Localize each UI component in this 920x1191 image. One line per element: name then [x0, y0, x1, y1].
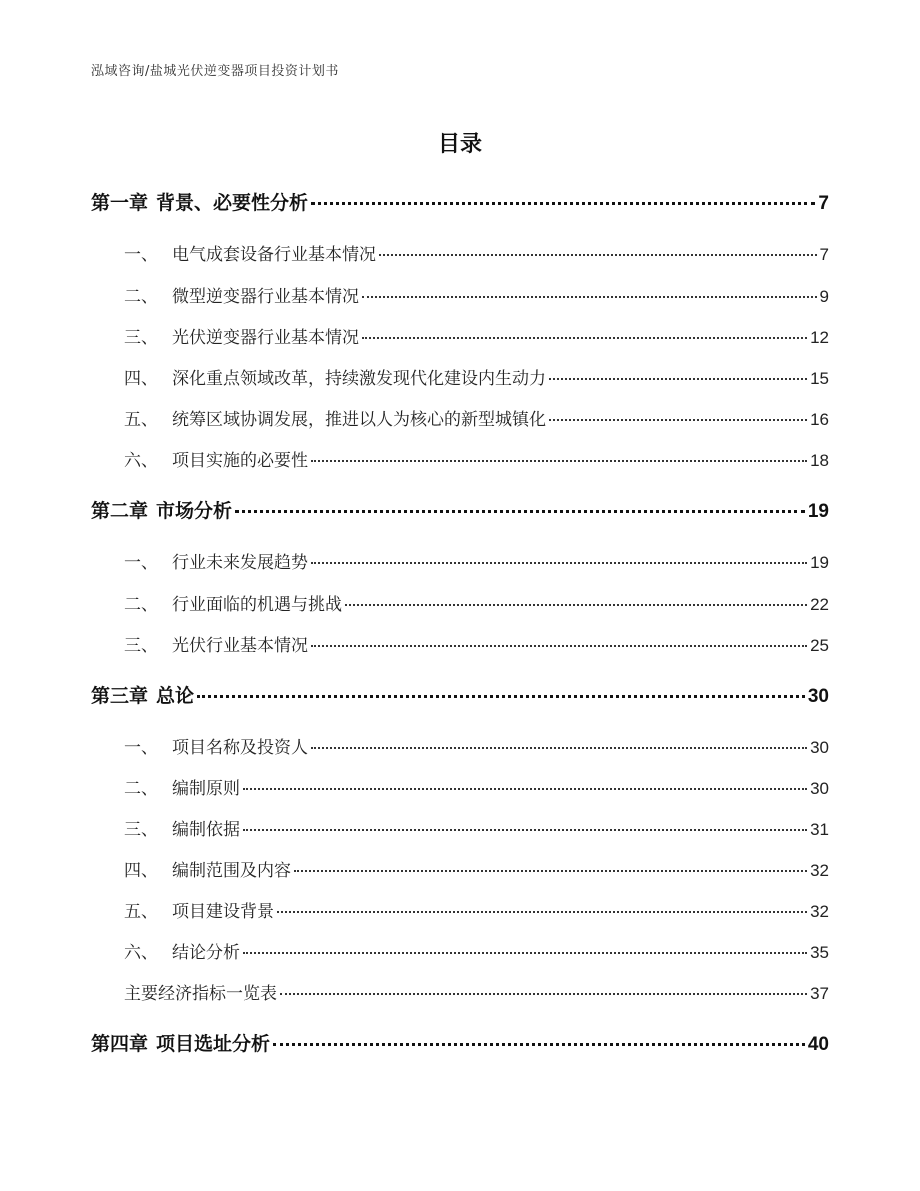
toc-entry-text: 光伏行业基本情况 [172, 636, 308, 656]
toc-section-3-3[interactable] [91, 815, 829, 840]
toc-entry-number: 一、 [124, 738, 158, 758]
toc-entry-page: 25 [810, 636, 829, 655]
toc-entry-page: 9 [819, 287, 829, 306]
toc-section-1-3[interactable] [91, 323, 829, 348]
toc-chapter-4[interactable] [91, 1029, 829, 1056]
toc-section-2-1[interactable] [91, 548, 829, 573]
dot-leader [362, 296, 817, 298]
toc-entry-number: 六、 [124, 451, 158, 471]
toc-entry-text: 编制原则 [172, 779, 240, 799]
dot-leader [280, 993, 807, 995]
dot-leader [311, 645, 807, 647]
toc-entry-text: 行业未来发展趋势 [172, 553, 308, 573]
toc-entry-text: 项目建设背景 [172, 902, 274, 922]
toc-entry-number: 五、 [124, 410, 158, 430]
dot-leader [235, 510, 805, 513]
toc-entry-page: 35 [810, 943, 829, 962]
running-header: 泓域咨询/盐城光伏逆变器项目投资计划书 [91, 64, 339, 79]
toc-entry-text: 背景、必要性分析 [156, 192, 309, 214]
dot-leader [243, 829, 807, 831]
toc-section-3-1[interactable] [91, 733, 829, 758]
toc-entry-text: 编制范围及内容 [172, 861, 291, 881]
toc-entry-number: 第三章 [91, 685, 149, 707]
toc-entry-number: 二、 [124, 595, 158, 615]
toc-entry-number: 三、 [124, 636, 158, 656]
toc-entry-page: 7 [819, 245, 829, 264]
toc-entry-page: 12 [810, 328, 829, 347]
dot-leader [362, 337, 807, 339]
toc-entry-text: 统筹区域协调发展，推进以人为核心的新型城镇化 [172, 410, 546, 430]
dot-leader [197, 695, 805, 698]
toc-section-1-6[interactable] [91, 446, 829, 471]
toc-entry-text: 深化重点领域改革，持续激发现代化建设内生动力 [172, 369, 546, 389]
dot-leader [273, 1043, 805, 1046]
dot-leader [311, 202, 815, 205]
toc-entry-page: 30 [810, 738, 829, 757]
toc-section-1-1[interactable] [91, 240, 829, 265]
dot-leader [311, 460, 807, 462]
toc-entry-text: 项目名称及投资人 [172, 738, 308, 758]
dot-leader [243, 788, 807, 790]
toc-entry-page: 37 [810, 984, 829, 1003]
toc-section-3-4[interactable] [91, 856, 829, 881]
toc-entry-text: 结论分析 [172, 943, 240, 963]
toc-title: 目录 [437, 132, 482, 157]
toc-entry-page: 30 [810, 779, 829, 798]
toc-chapter-1[interactable] [91, 188, 829, 215]
toc-section-2-2[interactable] [91, 590, 829, 615]
toc-entry-number: 一、 [124, 553, 158, 573]
toc-entry-page: 7 [818, 193, 829, 214]
toc-entry-text: 主要经济指标一览表 [124, 984, 277, 1004]
toc-entry-page: 31 [810, 820, 829, 839]
dot-leader [379, 254, 817, 256]
toc-section-3-6[interactable] [91, 938, 829, 963]
toc-entry-page: 32 [810, 861, 829, 880]
toc-entry-text: 光伏逆变器行业基本情况 [172, 328, 359, 348]
toc-entry-text: 项目选址分析 [156, 1033, 271, 1055]
toc-entry-text: 行业面临的机遇与挑战 [172, 595, 342, 615]
toc-section-1-4[interactable] [91, 364, 829, 389]
toc-entry-number: 三、 [124, 328, 158, 348]
toc-entry-number: 第二章 [91, 500, 149, 522]
dot-leader [345, 604, 807, 606]
toc-entry-number: 二、 [124, 287, 158, 307]
toc-entry-number: 四、 [124, 861, 158, 881]
toc-entry-page: 15 [810, 369, 829, 388]
toc-entry-number: 第一章 [91, 192, 149, 214]
toc-entry-text: 微型逆变器行业基本情况 [172, 287, 359, 307]
toc-chapter-3[interactable] [91, 681, 829, 708]
toc-entry-page: 18 [810, 451, 829, 470]
dot-leader [549, 378, 807, 380]
dot-leader [311, 562, 807, 564]
toc-section-3-table[interactable] [91, 979, 829, 1004]
toc-entry-number: 五、 [124, 902, 158, 922]
toc-entry-number: 第四章 [91, 1033, 149, 1055]
toc-section-2-3[interactable] [91, 631, 829, 656]
toc-entry-page: 32 [810, 902, 829, 921]
toc-entry-page: 40 [807, 1034, 829, 1055]
toc-section-3-5[interactable] [91, 897, 829, 922]
toc-entry-number: 二、 [124, 779, 158, 799]
toc-entry-page: 19 [807, 501, 829, 522]
toc-section-1-5[interactable] [91, 405, 829, 430]
toc-entry-text: 项目实施的必要性 [172, 451, 308, 471]
toc-entry-text: 电气成套设备行业基本情况 [172, 245, 376, 265]
toc-entry-text: 市场分析 [156, 500, 233, 522]
toc-section-1-2[interactable] [91, 282, 829, 307]
toc-entry-page: 19 [810, 553, 829, 572]
dot-leader [277, 911, 807, 913]
toc-entry-page: 22 [810, 595, 829, 614]
dot-leader [311, 747, 807, 749]
toc-entry-number: 三、 [124, 820, 158, 840]
toc-entry-text: 总论 [156, 685, 195, 707]
toc-chapter-2[interactable] [91, 496, 829, 523]
dot-leader [294, 870, 807, 872]
dot-leader [243, 952, 807, 954]
toc-section-3-2[interactable] [91, 774, 829, 799]
toc-entry-number: 一、 [124, 245, 158, 265]
dot-leader [549, 419, 807, 421]
toc-entry-text: 编制依据 [172, 820, 240, 840]
toc-entry-page: 30 [807, 686, 829, 707]
toc-entry-number: 六、 [124, 943, 158, 963]
toc-entry-number: 四、 [124, 369, 158, 389]
toc-entry-page: 16 [810, 410, 829, 429]
